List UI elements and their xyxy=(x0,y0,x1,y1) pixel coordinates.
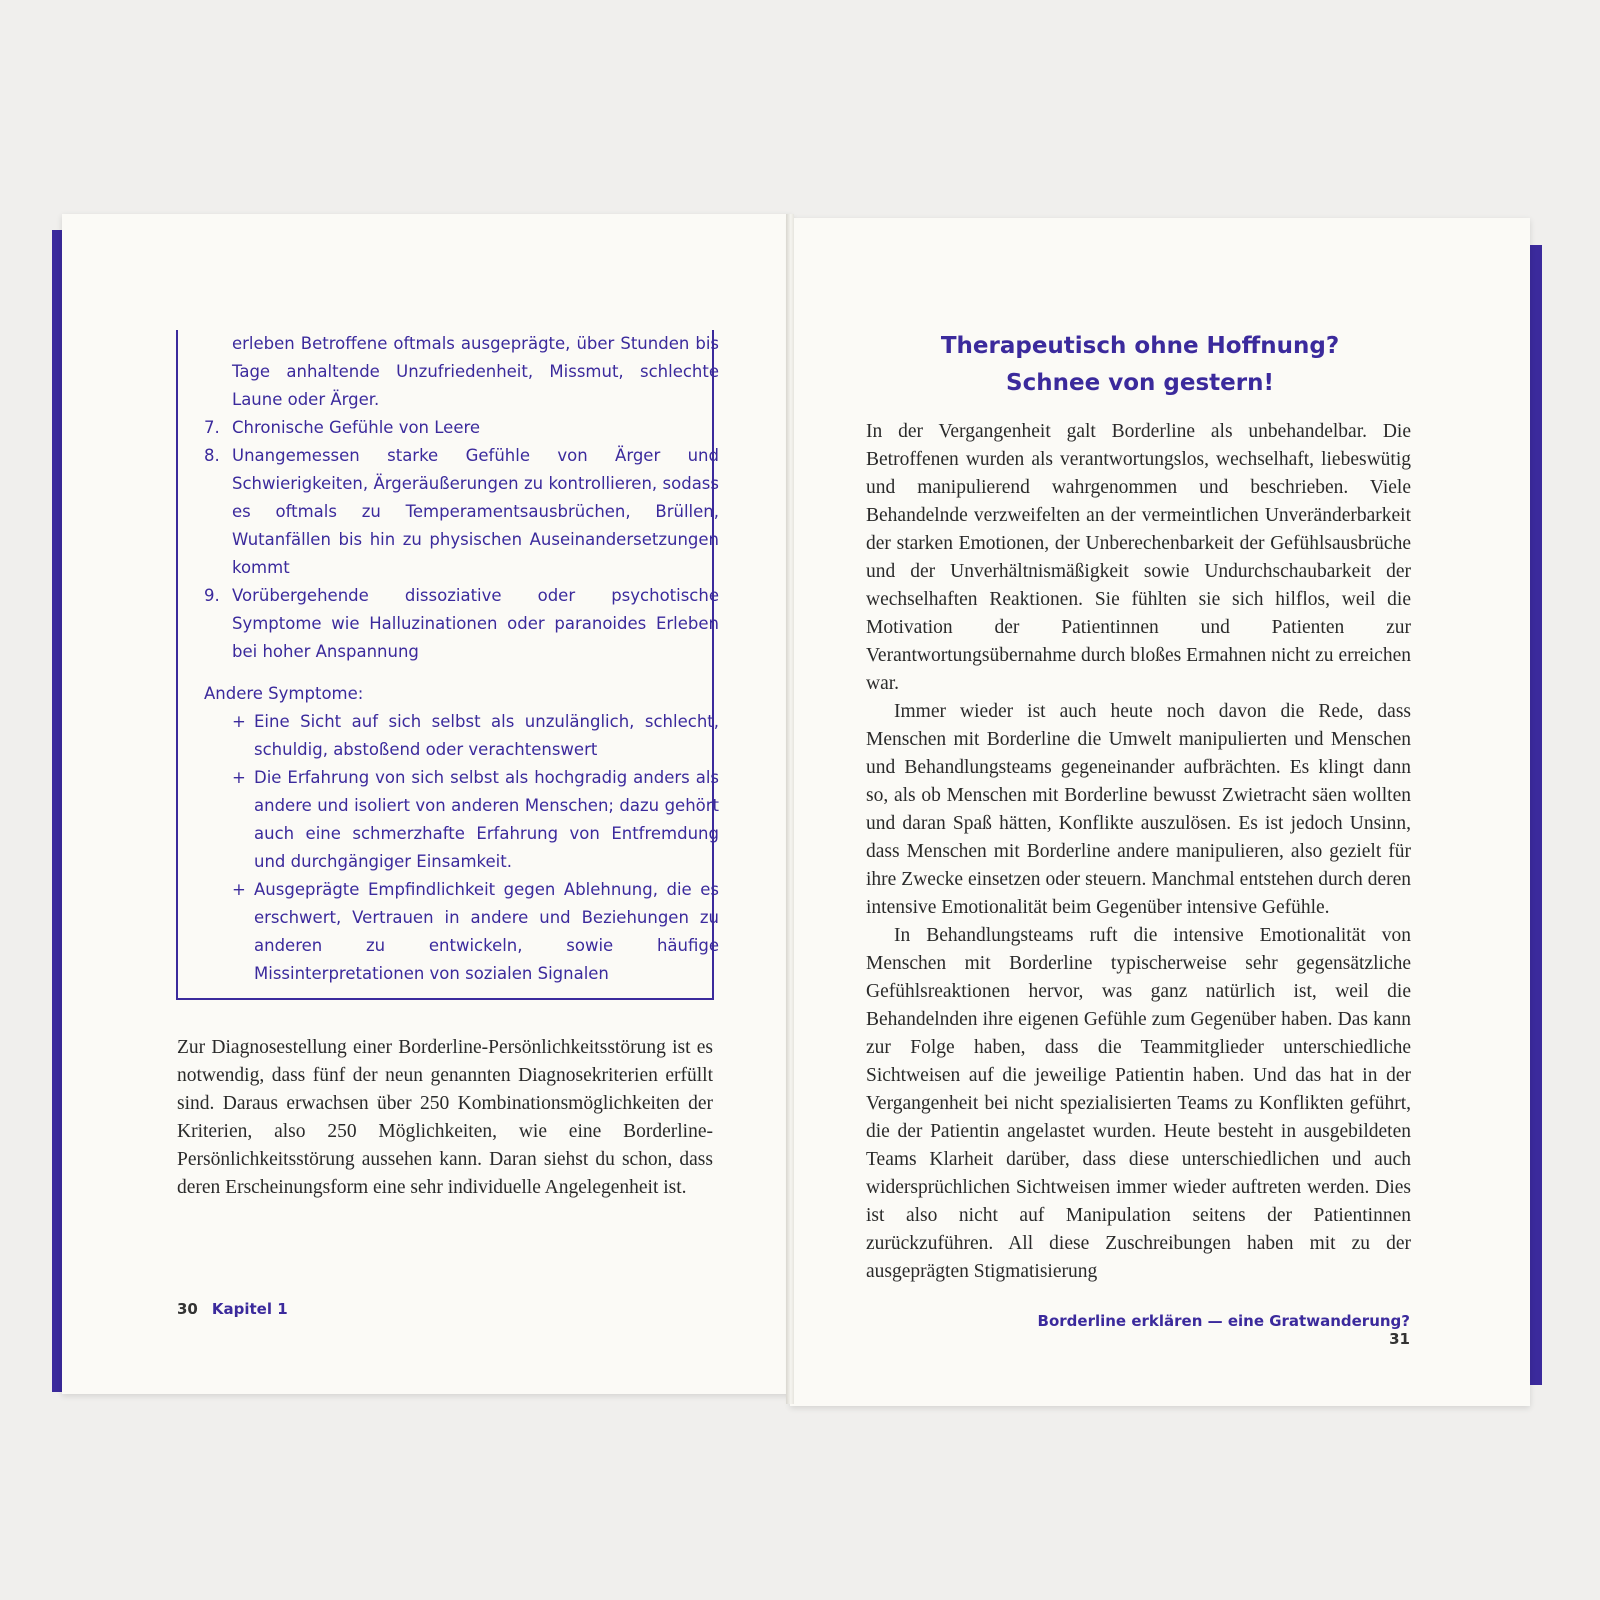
symptom-text: Die Erfahrung von sich selbst als hochgradig anders als andere und isoliert von anderen Menschen; dazu gehört auch eine schmerzhafte Erfahrung von Entfremdung und durchgängiger Einsamkeit. xyxy=(254,768,719,871)
numbered-item xyxy=(204,442,719,582)
symptom-item xyxy=(204,764,719,876)
page-number-left: 30 xyxy=(177,1300,198,1318)
item-text: Chronische Gefühle von Leere xyxy=(232,418,481,437)
symptom-item xyxy=(204,876,719,988)
symptom-text: Eine Sicht auf sich selbst als unzulänglich, schlecht, schuldig, abstoßend oder verachtenswert xyxy=(254,712,719,759)
running-head-right: Borderline erklären — eine Gratwanderung? xyxy=(1037,1312,1410,1330)
title-line-1: Therapeutisch ohne Hoffnung? xyxy=(940,333,1340,359)
numbered-item xyxy=(204,414,719,442)
body-paragraph: In Behandlungsteams ruft die intensive Emotionalität von Menschen mit Borderline typischerweise sehr gegensätzliche Gefühlsreaktionen hervor, was ganz natürlich ist, weil die Behandelnden ihre eigenen Gefühle zum Gegenüber haben. Das kann zur Folge haben, dass die Teammitglieder unterschiedliche Sichtweisen auf die jeweilige Patientin haben. Und das hat in der Vergangenheit bei nicht spezialisierten Teams zu Konflikten geführt, die der Patientin angelastet wurden. Heute besteht in ausgebildeten Teams Klarheit darüber, dass diese unterschiedlichen und auch widersprüchlichen Sichtweisen immer wieder auftreten werden. Dies ist also nicht auf Manipulation seitens der Patientinnen zurückzuführen. All diese Zuschreibungen haben mit zu der ausgeprägten Stigmatisierung xyxy=(866,925,1411,1282)
item-text: Unangemessen starke Gefühle von Ärger und Schwierigkeiten, Ärgeräußerungen zu kontrollieren, sodass es oftmals zu Temperamentsausbrüchen, Brüllen, Wutanfällen bis hin zu physischen Auseinandersetzungen kommt xyxy=(232,446,719,577)
other-symptoms-heading: Andere Symptome: xyxy=(204,684,364,703)
right-body xyxy=(866,418,1411,1286)
item-number: 8. xyxy=(204,446,220,465)
page-number-right: 31 xyxy=(1389,1330,1410,1348)
book-cover-right-edge xyxy=(1528,245,1542,1385)
item-number: 7. xyxy=(204,418,220,437)
item-number: 9. xyxy=(204,586,220,605)
symptom-text: Ausgeprägte Empfindlichkeit gegen Ablehnung, die es erschwert, Vertrauen in andere und Beziehungen zu anderen zu entwickeln, sowie häufige Missinterpretationen von sozialen Signalen xyxy=(254,880,719,983)
plus-marker: + xyxy=(232,880,246,899)
box-content xyxy=(204,330,719,988)
title-line-2: Schnee von gestern! xyxy=(1006,370,1274,396)
plus-marker: + xyxy=(232,768,246,787)
left-folio xyxy=(177,1300,288,1318)
body-paragraph: Immer wieder ist auch heute noch davon die Rede, dass Menschen mit Borderline die Umwelt manipulierten und Menschen und Behandlungsteams gegeneinander aufbrächten. Es klingt dann so, als ob Menschen mit Borderline bewusst Zwietracht säen wollten und daran Spaß hätten, Konflikte auszulösen. Es ist jedoch Unsinn, dass Menschen mit Borderline andere manipulieren, also gezielt für ihre Zwecke einsetzen oder steuern. Manchmal entstehen durch deren intensive Emotionalität beim Gegenüber intensive Gefühle. xyxy=(866,701,1411,918)
right-folio xyxy=(1030,1312,1410,1348)
body-paragraph: In der Vergangenheit galt Borderline als unbehandelbar. Die Betroffenen wurden als verantwortungslos, wechselhaft, liebeswütig und manipulierend wahrgenommen und beschrieben. Viele Behandelnde verzweifelten an der vermeintlichen Unveränderbarkeit der starken Emotionen, der Unberechenbarkeit der Gefühlsausbrüche und der Unverhältnismäßigkeit sowie Undurchschaubarkeit der wechselhaften Reaktionen. Sie fühlten sie sich hilflos, weil die Motivation der Patientinnen und Patienten zur Verantwortungsübernahme durch bloßes Ermahnen nicht zu erreichen war. xyxy=(866,421,1411,694)
left-body-paragraph: Zur Diagnosestellung einer Borderline-Persönlichkeitsstörung ist es notwendig, dass fünf der neun genannten Diagnosekriterien erfüllt sind. Daraus erwachsen über 250 Kombinationsmöglichkeiten der Kriterien, also 250 Möglichkeiten, wie eine Borderline-Persönlichkeitsstörung aussehen kann. Daran siehst du schon, dass deren Erscheinungsform eine sehr individuelle Angelegenheit ist. xyxy=(177,1037,713,1198)
plus-marker: + xyxy=(232,712,246,731)
numbered-item xyxy=(204,582,719,666)
book-gutter xyxy=(786,214,794,1404)
box-intro: erleben Betroffene oftmals ausgeprägte, über Stunden bis Tage anhaltende Unzufriedenheit, Missmut, schlechte Laune oder Ärger. xyxy=(232,334,719,409)
running-head-left: Kapitel 1 xyxy=(211,1300,288,1318)
item-text: Vorübergehende dissoziative oder psychotische Symptome wie Halluzinationen oder paranoides Erleben bei hoher Anspannung xyxy=(232,586,719,661)
section-title xyxy=(870,328,1410,402)
symptom-item xyxy=(204,708,719,764)
